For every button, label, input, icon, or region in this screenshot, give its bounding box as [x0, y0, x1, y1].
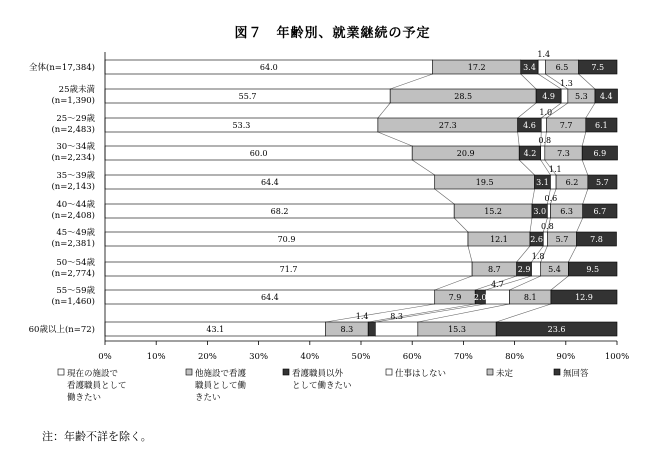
- connector-line: [551, 276, 568, 290]
- data-label: 8.3: [390, 312, 403, 321]
- data-label: 4.9: [542, 92, 556, 101]
- data-label: 64.0: [259, 63, 278, 72]
- legend-swatch: [186, 369, 192, 375]
- data-label: 7.7: [559, 121, 573, 130]
- bar-segment: [541, 118, 546, 132]
- category-label: 30～34歳: [56, 142, 95, 152]
- data-label: 5.7: [596, 178, 609, 187]
- category-sublabel: (n=1,460): [51, 297, 95, 307]
- legend-swatch: [386, 369, 392, 375]
- category-sublabel: (n=2,143): [51, 182, 95, 192]
- bar-segment: [541, 146, 545, 160]
- bar-segment: [531, 262, 540, 276]
- bar-segments: [105, 60, 618, 336]
- data-label: 6.1: [595, 121, 608, 130]
- data-label: 1.1: [548, 165, 562, 174]
- category-label: 40～44歳: [56, 200, 95, 210]
- data-label: 1.3: [560, 79, 573, 88]
- data-label: 55.7: [238, 92, 257, 101]
- legend-label: 看護職員として: [67, 381, 127, 391]
- data-label: 2.9: [517, 265, 531, 274]
- x-tick-label: 20%: [197, 352, 217, 362]
- connector-line: [435, 276, 472, 290]
- connector-line: [517, 246, 530, 262]
- category-label: 25歳未満: [58, 85, 95, 95]
- legend-swatch: [554, 369, 560, 375]
- data-label: 5.3: [575, 92, 588, 101]
- data-label: 71.7: [279, 265, 298, 274]
- data-label: 53.3: [232, 121, 251, 130]
- data-label: 3.4: [523, 63, 536, 72]
- category-label: 50～54歳: [56, 258, 95, 268]
- legend-label: 無回答: [563, 369, 589, 379]
- data-label: 8.7: [488, 265, 501, 274]
- connector-line: [468, 246, 472, 262]
- data-label: 2.6: [530, 235, 543, 244]
- data-label: 7.5: [591, 63, 605, 72]
- connector-line: [518, 132, 520, 146]
- data-label: 4.2: [523, 149, 537, 158]
- category-sublabel: (n=2,774): [51, 269, 95, 279]
- footnote: 注：年齢不詳を除く。: [42, 430, 152, 443]
- data-label: 5.7: [555, 235, 569, 244]
- data-label: 4.4: [599, 92, 613, 101]
- x-tick-label: 10%: [146, 352, 166, 362]
- data-label: 4.7: [491, 280, 504, 289]
- legend: [58, 368, 589, 403]
- connector-line: [582, 160, 588, 175]
- x-tick-label: 60%: [402, 352, 422, 362]
- data-label: 8.3: [340, 325, 354, 334]
- data-label: 0.8: [538, 136, 552, 145]
- data-label: 2.0: [473, 293, 487, 302]
- x-tick-label: 90%: [556, 352, 576, 362]
- data-label: 8.1: [523, 293, 537, 302]
- data-label: 1.4: [537, 50, 551, 59]
- bar-segment: [547, 204, 550, 218]
- category-label: 45～49歳: [56, 228, 95, 238]
- data-label: 17.2: [467, 63, 486, 72]
- connector-line: [518, 103, 536, 118]
- data-label: 64.4: [260, 178, 279, 187]
- legend-label: 看護職員以外: [292, 369, 344, 379]
- legend-label: 現在の施設で: [67, 369, 119, 379]
- category-sublabel: (n=2,408): [51, 211, 95, 221]
- legend-swatch: [487, 369, 493, 375]
- connector-line: [412, 160, 435, 175]
- data-label: 12.1: [490, 235, 508, 244]
- category-sublabel: (n=2,381): [51, 239, 95, 249]
- connector-line: [586, 103, 595, 118]
- data-label: 1.4: [355, 312, 369, 321]
- data-label: 0.8: [540, 222, 554, 231]
- bar-segment: [561, 89, 568, 103]
- data-label: 4.6: [523, 121, 536, 130]
- data-label: 27.3: [438, 121, 457, 130]
- data-label: 6.3: [560, 207, 573, 216]
- data-label: 12.9: [575, 293, 593, 302]
- connector-line: [521, 74, 536, 89]
- x-tick-label: 70%: [453, 352, 473, 362]
- category-label: 25～29歳: [56, 114, 95, 124]
- chart-title: 図７ 年齢別、就業継続の予定: [234, 26, 431, 41]
- data-label: 6.2: [565, 178, 579, 187]
- data-label: 7.3: [557, 149, 570, 158]
- bar-segment: [375, 322, 417, 336]
- bar-segment: [368, 322, 375, 336]
- bar-segment: [543, 232, 547, 246]
- connector-line: [496, 304, 551, 322]
- connector-line: [532, 189, 535, 204]
- x-tick-label: 100%: [604, 352, 630, 362]
- data-label: 28.5: [454, 92, 473, 101]
- legend-label: 働きたい: [67, 393, 102, 403]
- bar-segment: [550, 175, 556, 189]
- data-label: 6.7: [593, 207, 607, 216]
- category-sublabel: (n=1,390): [51, 96, 95, 106]
- legend-label: 他施設で看護: [195, 369, 247, 379]
- x-tick-label: 0%: [98, 352, 112, 362]
- data-label: 1.0: [539, 108, 553, 117]
- connector-line: [577, 218, 583, 232]
- data-label: 43.1: [206, 325, 225, 334]
- connector-line: [390, 74, 432, 89]
- data-label: 15.2: [484, 207, 503, 216]
- data-label: 20.9: [456, 149, 475, 158]
- data-label: 68.2: [270, 207, 289, 216]
- category-label: 35～39歳: [56, 171, 95, 181]
- data-label: 6.9: [593, 149, 607, 158]
- connector-line: [378, 132, 412, 146]
- data-label: 23.6: [547, 325, 566, 334]
- data-label: 3.1: [536, 178, 549, 187]
- data-label: 9.5: [586, 265, 600, 274]
- data-label: 0.6: [544, 194, 558, 203]
- x-tick-label: 80%: [505, 352, 525, 362]
- legend-label: として働きたい: [292, 381, 352, 391]
- category-label: 全体(n=17,384): [29, 63, 95, 73]
- category-labels: [29, 62, 96, 335]
- data-label: 7.9: [448, 293, 462, 302]
- connector-line: [530, 218, 532, 232]
- connector-line: [454, 218, 468, 232]
- category-sublabel: (n=2,234): [51, 153, 95, 163]
- data-label: 60.0: [249, 149, 268, 158]
- connector-line: [378, 103, 390, 118]
- data-label: 70.9: [277, 235, 296, 244]
- legend-label: 仕事はしない: [395, 369, 447, 379]
- connector-line: [568, 246, 576, 262]
- x-tick-label: 30%: [249, 352, 269, 362]
- data-label: 5.4: [548, 265, 561, 274]
- data-label: 64.4: [260, 293, 279, 302]
- connector-line: [579, 74, 595, 89]
- x-tick-label: 50%: [351, 352, 371, 362]
- legend-label: 職員として働: [195, 381, 247, 391]
- connector-line: [538, 74, 561, 89]
- connector-line: [326, 304, 435, 322]
- data-label: 6.5: [555, 63, 569, 72]
- connector-line: [582, 132, 586, 146]
- data-label: 3.0: [533, 207, 547, 216]
- connector-line: [435, 189, 454, 204]
- data-label: 19.5: [475, 178, 494, 187]
- x-tick-label: 40%: [300, 352, 320, 362]
- connector-line: [583, 189, 588, 204]
- legend-label: 未定: [496, 369, 514, 379]
- category-label: 60歳以上(n=72): [28, 325, 95, 335]
- connector-line: [368, 304, 475, 322]
- data-label: 15.3: [448, 325, 466, 334]
- category-label: 55～59歳: [56, 286, 95, 296]
- data-label: 1.8: [531, 252, 545, 261]
- data-label: 7.8: [590, 235, 603, 244]
- legend-label: きたい: [195, 393, 221, 403]
- legend-swatch: [58, 369, 64, 375]
- connector-line: [519, 160, 534, 175]
- bar-segment: [485, 290, 509, 304]
- legend-swatch: [283, 369, 289, 375]
- bar-segment: [538, 60, 545, 74]
- category-sublabel: (n=2,483): [51, 125, 95, 135]
